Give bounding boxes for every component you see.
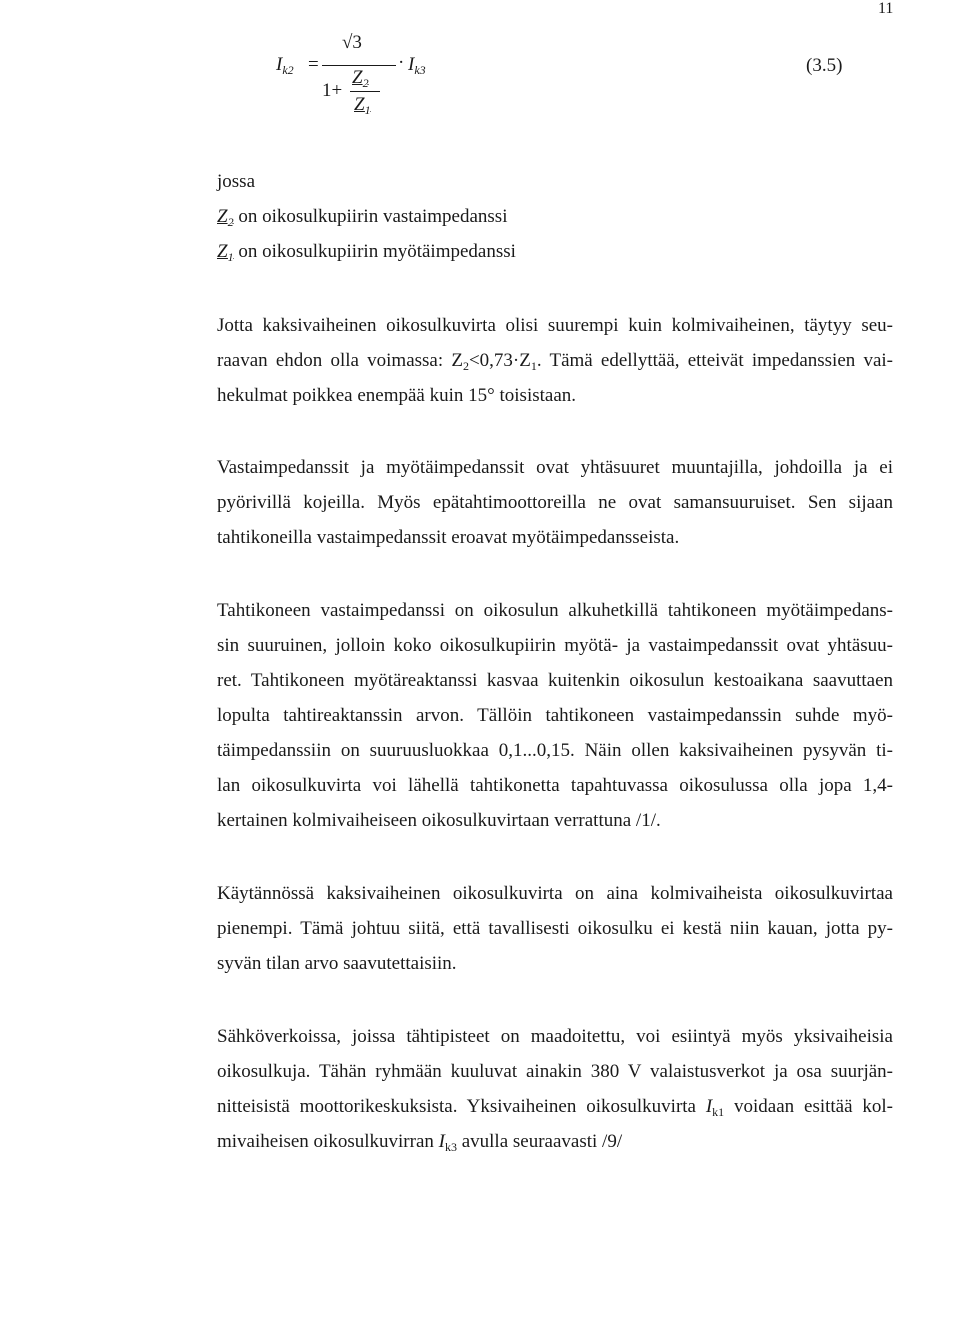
para3-line6: lan oikosulkuvirta voi lähellä tahtikonetta tapahtuvassa oikosulussa olla jopa 1,4-	[217, 775, 893, 796]
para3-line2: sin suuruinen, jolloin koko oikosulkupiirin myötä- ja vastaimpedanssit ovat yhtäsuu-	[217, 635, 893, 656]
eq-rhs: $I_{k3}$	[408, 54, 426, 77]
para2-line2: pyörivillä kojeilla. Myös epätahtimoottoreilla ne ovat samansuuruiset. Sen sijaan	[217, 492, 893, 513]
definitions-intro: jossa	[217, 171, 255, 192]
eq-equals: =	[308, 54, 319, 75]
definition-z2	[217, 206, 893, 230]
page-number: 11	[878, 0, 894, 17]
eq-inner-numerator: $Z_2$	[352, 67, 369, 90]
para3-line3: ret. Tahtikoneen myötäreaktanssi kasvaa kuitenkin oikosulun kestoaikana saavuttaen	[217, 670, 893, 691]
para3-line1: Tahtikoneen vastaimpedanssi on oikosulun alkuhetkillä tahtikoneen myötäimpedans-	[217, 600, 893, 621]
z1-symbol: $Z_1$	[217, 241, 234, 264]
para5-line4: mivaiheisen oikosulkuvirran $I_{k3}$ avulla seuraavasti /9/	[217, 1131, 623, 1154]
para2-line3: tahtikoneilla vastaimpedanssit eroavat myötäimpedansseista.	[217, 527, 680, 548]
para4-line3: syvän tilan arvo saavutettaisiin.	[217, 953, 457, 974]
z2-symbol: $Z_2$	[217, 206, 234, 229]
z1-description: on oikosulkupiirin myötäimpedanssi	[238, 241, 516, 262]
definition-z1	[217, 241, 893, 265]
eq-inner-denominator: $Z_1$	[354, 94, 371, 117]
para5-line2: oikosulkuja. Tähän ryhmään kuuluvat ainakin 380 V valaistusverkot ja osa suurjän-	[217, 1061, 893, 1082]
para1-line1: Jotta kaksivaiheinen oikosulkuvirta olisi suurempi kuin kolmivaiheinen, täytyy seu-	[217, 315, 893, 336]
eq-main-fraction-bar	[322, 65, 396, 66]
para3-line4: lopulta tahtireaktanssin arvon. Tällöin tahtikoneen vastaimpedanssin suhde myö-	[217, 705, 893, 726]
para2-line1: Vastaimpedanssit ja myötäimpedanssit ovat yhtäsuuret muuntajilla, johdoilla ja ei	[217, 457, 893, 478]
z2-description: on oikosulkupiirin vastaimpedanssi	[238, 206, 508, 227]
eq-denom-prefix: 1+	[322, 80, 343, 101]
para4-line1: Käytännössä kaksivaiheinen oikosulkuvirta on aina kolmivaiheista oikosulkuvirtaa	[217, 883, 893, 904]
para5-line1: Sähköverkoissa, joissa tähtipisteet on maadoitettu, voi esiintyä myös yksivaiheisia	[217, 1026, 893, 1047]
para4-line2: pienempi. Tämä johtuu siitä, että tavallisesti oikosulku ei kestä niin kauan, jotta py-	[217, 918, 893, 939]
para1-line3: hekulmat poikkea enempää kuin 15° toisistaan.	[217, 385, 577, 406]
eq-lhs: $I_{k2}$	[276, 54, 294, 77]
equation-number: (3.5)	[806, 55, 843, 76]
eq-inner-fraction-bar	[350, 91, 380, 92]
para5-line3: nitteisistä moottorikeskuksista. Yksivaiheinen oikosulkuvirta $I_{k1}$ voidaan esittää kol-	[217, 1096, 893, 1119]
eq-dot: ·	[398, 52, 405, 73]
eq-numerator: √3	[342, 32, 362, 53]
equation-3-5	[270, 30, 450, 130]
para3-line7: kertainen kolmivaiheiseen oikosulkuvirtaan verrattuna /1/.	[217, 810, 661, 831]
para3-line5: täimpedanssiin on suuruusluokkaa 0,1...0,15. Näin ollen kaksivaiheinen pysyvän ti-	[217, 740, 893, 761]
para1-line2: raavan ehdon olla voimassa: $Z_2<0,73\cdot Z_1$. Tämä edellyttää, etteivät impedanssien vai-	[217, 350, 893, 373]
